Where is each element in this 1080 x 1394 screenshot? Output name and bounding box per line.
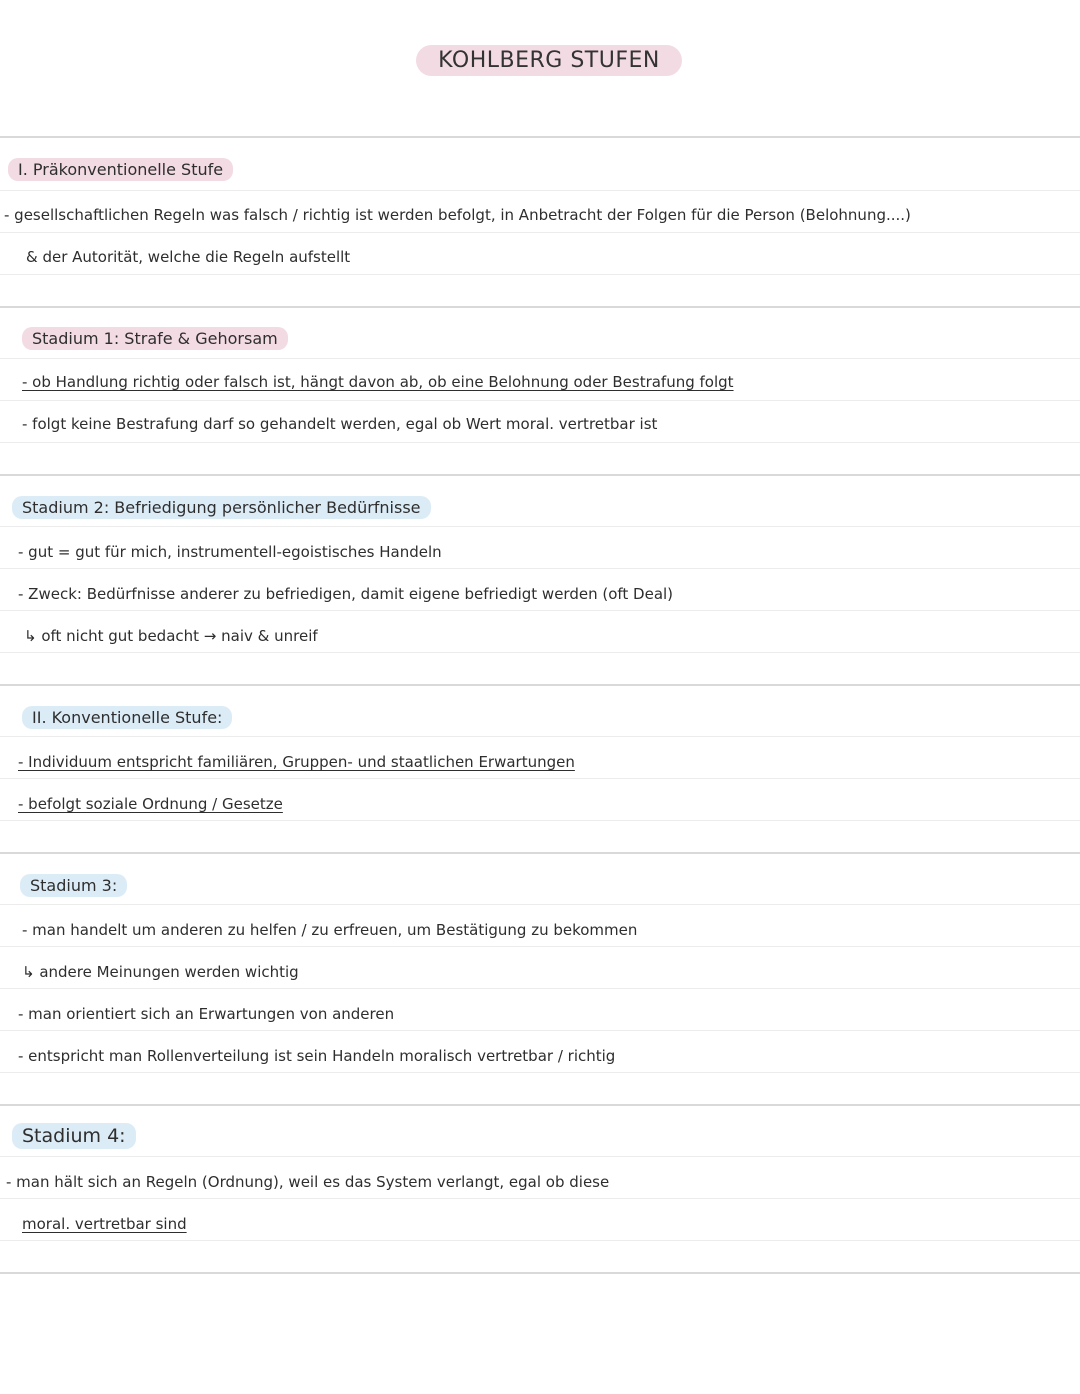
heading-text: II. Konventionelle Stufe:	[22, 706, 232, 729]
divider	[0, 1104, 1080, 1106]
divider	[0, 852, 1080, 854]
ruled-line	[0, 1156, 1080, 1157]
ruled-line	[0, 400, 1080, 401]
ruled-line	[0, 1072, 1080, 1073]
ruled-line	[0, 232, 1080, 233]
ruled-line	[0, 820, 1080, 821]
ruled-line	[0, 736, 1080, 737]
heading-text: I. Präkonventionelle Stufe	[8, 158, 233, 181]
ruled-line	[0, 526, 1080, 527]
ruled-line	[0, 568, 1080, 569]
heading-text: Stadium 4:	[12, 1123, 136, 1149]
ruled-line	[0, 1198, 1080, 1199]
note-line: - man handelt um anderen zu helfen / zu erfreuen, um Bestätigung zu bekommen	[22, 921, 638, 939]
divider	[0, 474, 1080, 476]
note-line: - gesellschaftlichen Regeln was falsch / richtig ist werden befolgt, in Anbetracht der Folgen für die Person (Belohnung....)	[4, 206, 911, 224]
heading-text: Stadium 3:	[20, 874, 127, 897]
note-line: - folgt keine Bestrafung darf so gehandelt werden, egal ob Wert moral. vertretbar ist	[22, 415, 658, 433]
heading-text: Stadium 2: Befriedigung persönlicher Bedürfnisse	[12, 496, 431, 519]
divider	[0, 1272, 1080, 1274]
note-line: - ob Handlung richtig oder falsch ist, hängt davon ab, ob eine Belohnung oder Bestrafung folgt	[22, 373, 734, 391]
ruled-line	[0, 946, 1080, 947]
divider	[0, 684, 1080, 686]
stage-heading-3	[20, 876, 127, 896]
ruled-line	[0, 652, 1080, 653]
page-title: KOHLBERG STUFEN	[416, 45, 682, 76]
divider	[0, 306, 1080, 308]
ruled-line	[0, 190, 1080, 191]
note-line: - Zweck: Bedürfnisse anderer zu befriedigen, damit eigene befriedigt werden (oft Deal)	[18, 585, 674, 603]
note-line: - befolgt soziale Ordnung / Gesetze	[18, 795, 283, 813]
ruled-line	[0, 778, 1080, 779]
ruled-line	[0, 442, 1080, 443]
note-line: - gut = gut für mich, instrumentell-egoistisches Handeln	[18, 543, 442, 561]
ruled-line	[0, 274, 1080, 275]
section-heading-preconventional	[8, 160, 233, 180]
note-line: - man hält sich an Regeln (Ordnung), weil es das System verlangt, egal ob diese	[6, 1173, 610, 1191]
ruled-line	[0, 1030, 1080, 1031]
note-line: ↳ andere Meinungen werden wichtig	[22, 963, 299, 981]
heading-text: Stadium 1: Strafe & Gehorsam	[22, 327, 288, 350]
section-heading-conventional	[22, 708, 232, 728]
ruled-line	[0, 358, 1080, 359]
note-line: ↳ oft nicht gut bedacht → naiv & unreif	[24, 627, 318, 645]
ruled-line	[0, 1240, 1080, 1241]
divider	[0, 136, 1080, 138]
stage-heading-4	[12, 1126, 136, 1146]
note-line: - man orientiert sich an Erwartungen von anderen	[18, 1005, 395, 1023]
ruled-line	[0, 988, 1080, 989]
stage-heading-2	[12, 498, 431, 518]
ruled-line	[0, 610, 1080, 611]
ruled-line	[0, 904, 1080, 905]
note-line: moral. vertretbar sind	[22, 1215, 187, 1233]
note-line: & der Autorität, welche die Regeln aufstellt	[26, 248, 351, 266]
note-line: - entspricht man Rollenverteilung ist sein Handeln moralisch vertretbar / richtig	[18, 1047, 616, 1065]
stage-heading-1	[22, 329, 288, 349]
note-line: - Individuum entspricht familiären, Gruppen- und staatlichen Erwartungen	[18, 753, 575, 771]
